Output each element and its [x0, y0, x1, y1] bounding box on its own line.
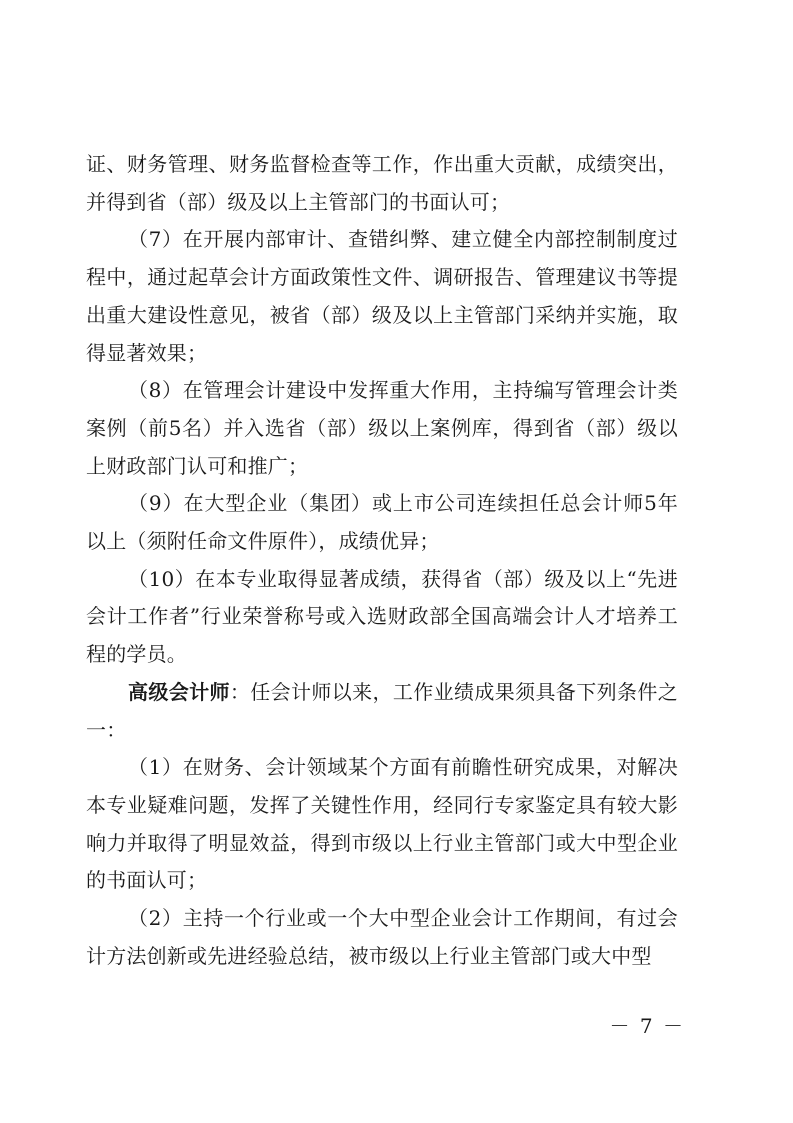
paragraph-text: （2）主持一个行业或一个大中型企业会计工作期间，有过会计方法创新或先进经验总结，被市级以上行业主管部门或大中型	[86, 906, 678, 968]
paragraph-text: （7）在开展内部审计、查错纠弊、建立健全内部控制制度过程中，通过起草会计方面政策性文件、调研报告、管理建议书等提出重大建设性意见，被省（部）级及以上主管部门采纳并实施，取得显著效果；	[86, 227, 678, 365]
paragraph-senior-item-1	[86, 749, 678, 900]
paragraph-text: ：任会计师以来，工作业绩成果须具备下列条件之一：	[86, 679, 679, 742]
paragraph-senior-item-2	[86, 900, 678, 975]
paragraph-item-8	[86, 372, 678, 485]
page-number: － 7 －	[609, 1014, 685, 1038]
paragraph-item-10	[86, 561, 678, 674]
paragraph-text: （8）在管理会计建设中发挥重大作用，主持编写管理会计类案例（前5名）并入选省（部）级以上案例库，得到省（部）级以上财政部门认可和推广；	[86, 378, 678, 478]
paragraph-item-9	[86, 485, 678, 560]
paragraph-senior-accountant	[86, 674, 678, 749]
paragraph-text: （1）在财务、会计领域某个方面有前瞻性研究成果，对解决本专业疑难问题，发挥了关键性作用，经同行专家鉴定具有较大影响力并取得了明显效益，得到市级以上行业主管部门或大中型企业的书面认可；	[86, 755, 678, 893]
paragraph-text: （10）在本专业取得显著成绩，获得省（部）级及以上“先进会计工作者”行业荣誉称号或入选财政部全国高端会计人才培养工程的学员。	[86, 566, 678, 667]
paragraph-text: （9）在大型企业（集团）或上市公司连续担任总会计师5年以上（须附任命文件原件），成绩优异；	[86, 491, 678, 554]
paragraph-continuation	[86, 146, 678, 221]
paragraph-text: 证、财务管理、财务监督检查等工作，作出重大贡献，成绩突出，并得到省（部）级及以上主管部门的书面认可；	[86, 152, 678, 214]
paragraph-heading: 高级会计师	[128, 679, 230, 704]
paragraph-item-7	[86, 221, 678, 372]
body-text	[86, 146, 678, 975]
